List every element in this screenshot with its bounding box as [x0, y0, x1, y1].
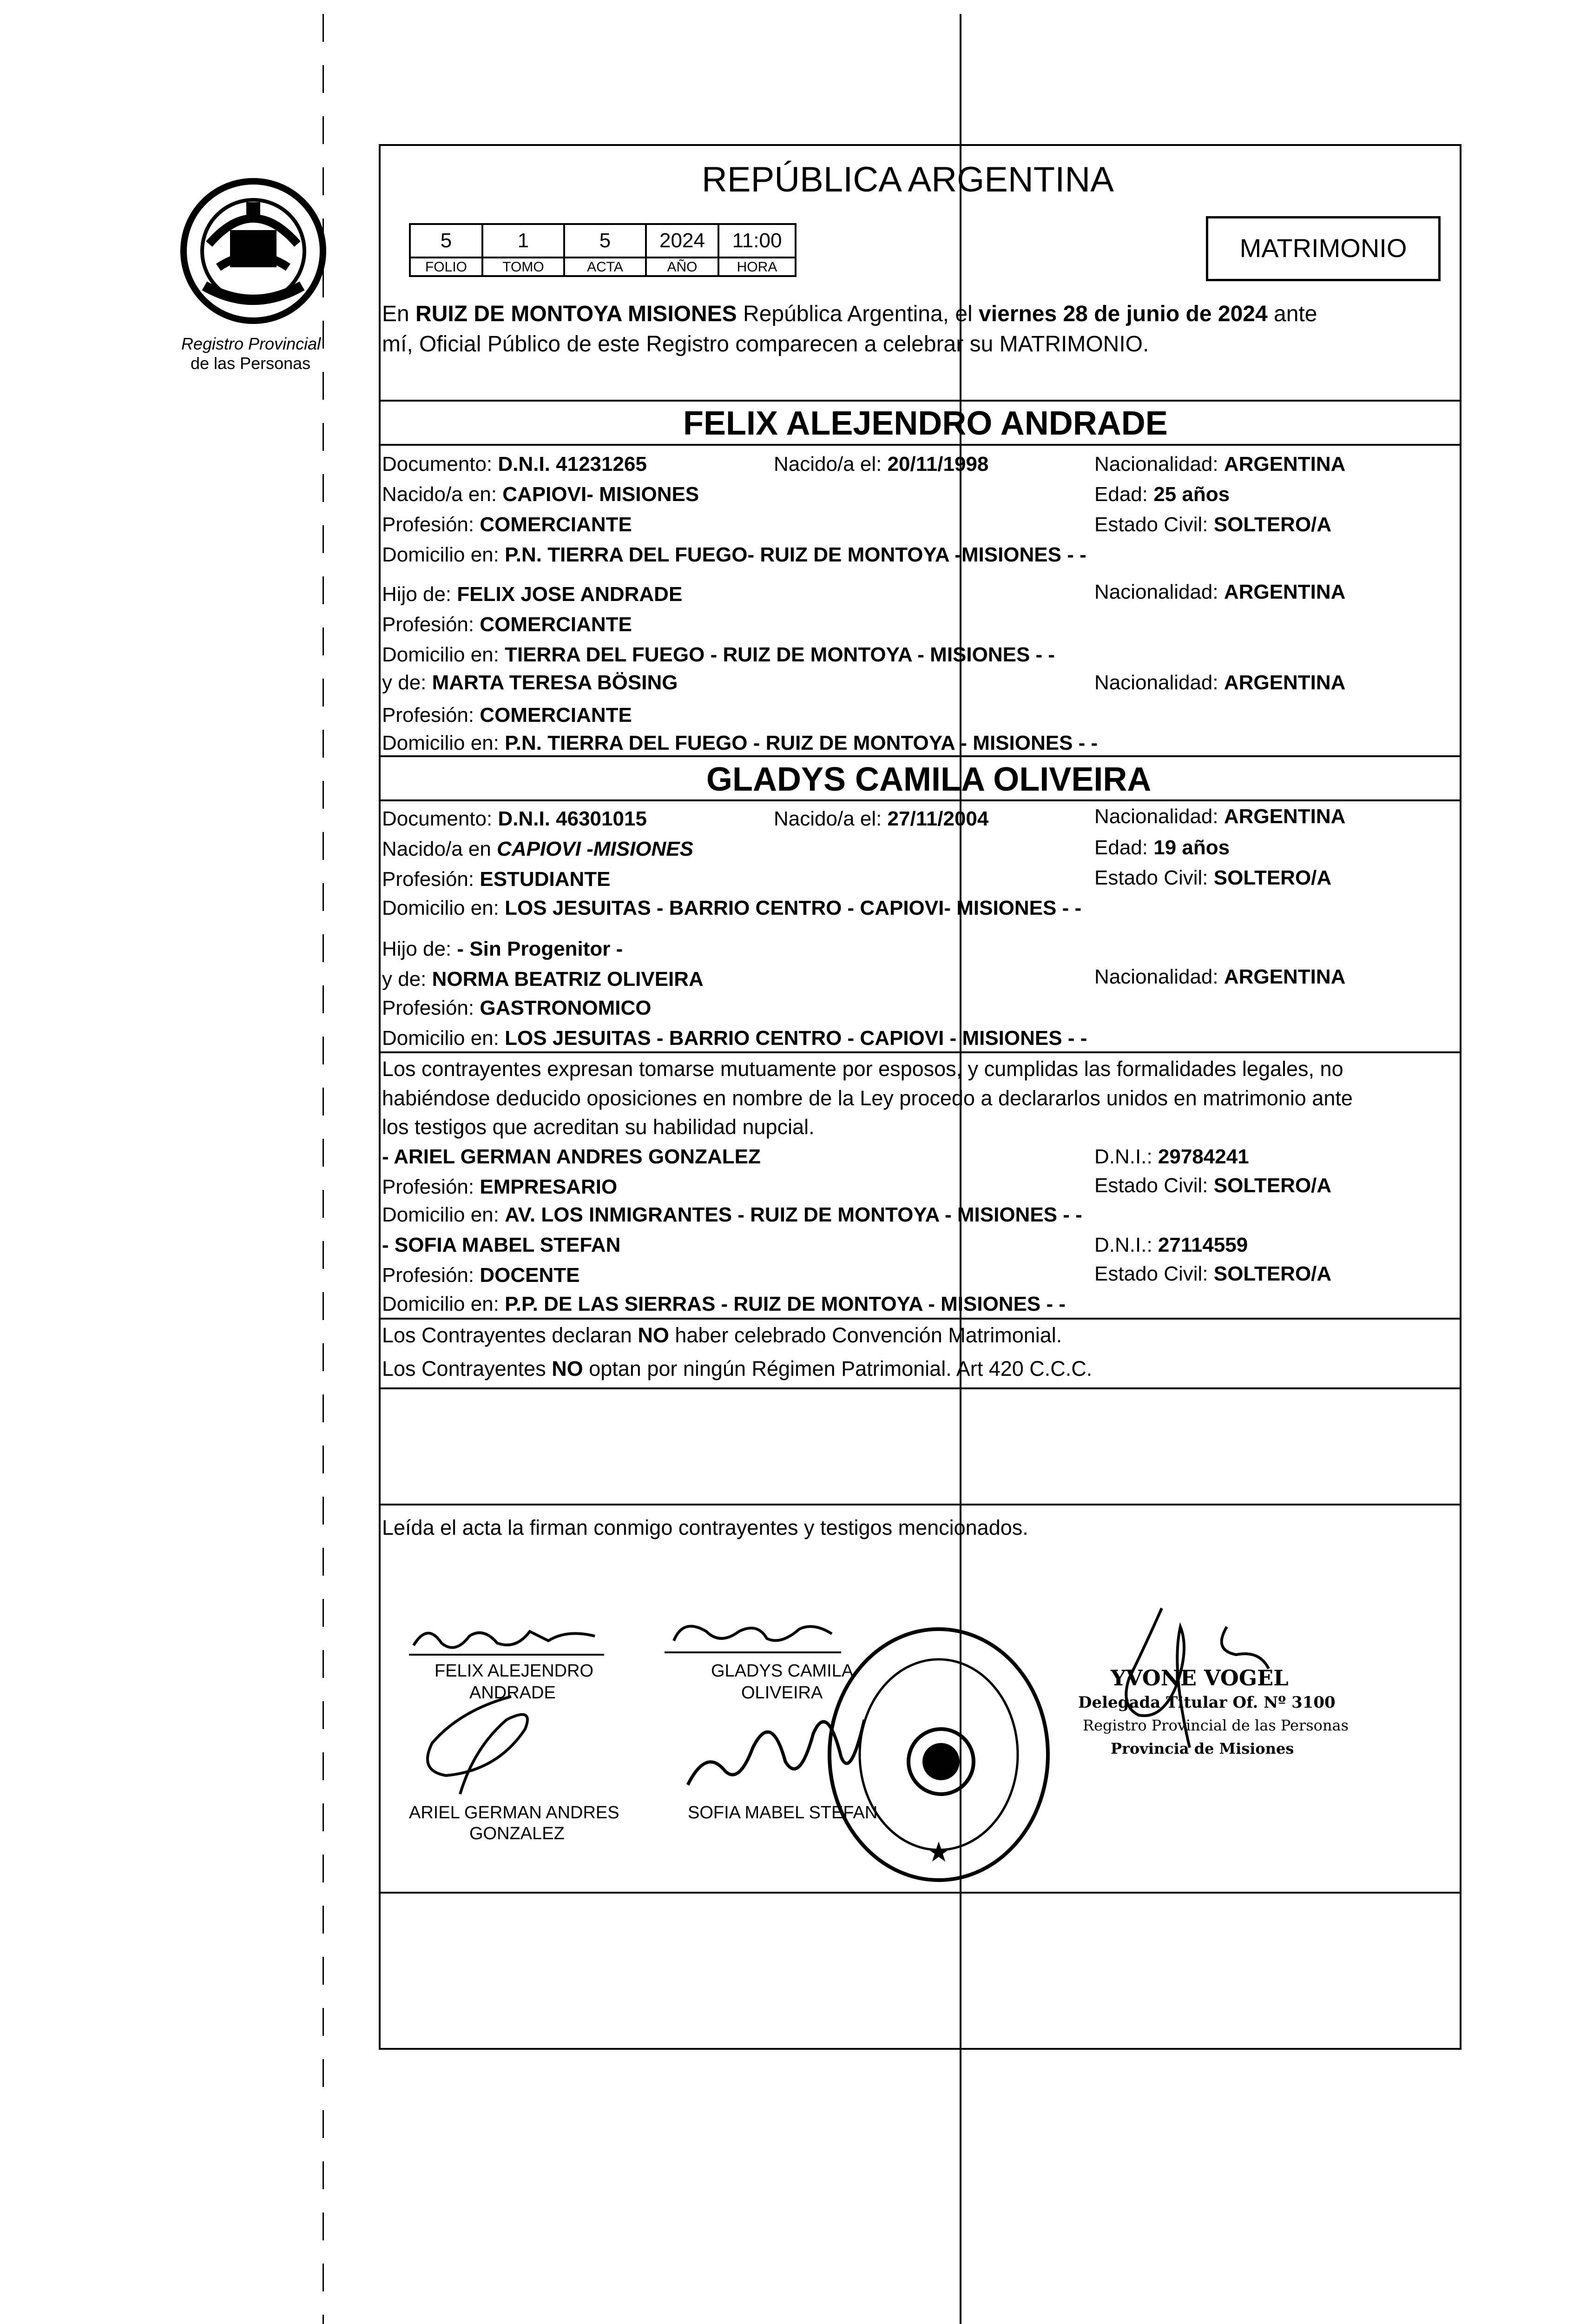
witness-1-address: Domicilio en: AV. LOS INMIGRANTES - RUIZ DE MONTOYA - MISIONES - - — [382, 1203, 1082, 1226]
groom-birthdate: Nacido/a el: 20/11/1998 — [774, 453, 989, 475]
bride-mother-profession: Profesión: GASTRONOMICO — [382, 997, 652, 1019]
bride-civil-status: Estado Civil: SOLTERO/A — [1094, 866, 1332, 889]
witness-2-signature-name: SOFIA MABEL STEFAN — [688, 1803, 878, 1822]
groom-profession: Profesión: COMERCIANTE — [382, 513, 632, 536]
groom-father-address: Domicilio en: TIERRA DEL FUEGO - RUIZ DE MONTOYA - MISIONES - - — [382, 643, 1055, 666]
divider — [379, 400, 1462, 402]
record-folio-value: 5 — [409, 223, 483, 258]
divider — [379, 1892, 1462, 1894]
declaration-line-2: habiéndose deducido oposiciones en nombre de la Ley procedo a declararlos unidos en matrimonio ante — [382, 1086, 1353, 1110]
groom-age: Edad: 25 años — [1094, 483, 1230, 506]
bride-name: GLADYS CAMILA OLIVEIRA — [706, 761, 1152, 798]
intro-line-1: En RUIZ DE MONTOYA MISIONES República Argentina, el viernes 28 de junio de 2024 ante — [382, 302, 1317, 326]
groom-document: Documento: D.N.I. 41231265 — [382, 453, 647, 475]
divider — [379, 444, 1462, 446]
groom-signature — [409, 1618, 604, 1659]
witness-2-civil-status: Estado Civil: SOLTERO/A — [1094, 1262, 1332, 1285]
agreement-line-1: Los Contrayentes declaran NO haber celebrado Convención Matrimonial. — [382, 1323, 1062, 1347]
act-type-label: MATRIMONIO — [1239, 233, 1407, 263]
witness-1-civil-status: Estado Civil: SOLTERO/A — [1094, 1174, 1332, 1197]
witness-1-signature-name-1: ARIEL GERMAN ANDRES — [409, 1803, 619, 1822]
divider — [379, 799, 1462, 801]
official-title: Delegada Titular Of. Nº 3100 — [1078, 1693, 1336, 1712]
official-province: Provincia de Misiones — [1111, 1740, 1294, 1757]
record-acta-value: 5 — [563, 223, 647, 258]
groom-nationality: Nacionalidad: ARGENTINA — [1094, 453, 1346, 475]
bride-birthdate: Nacido/a el: 27/11/2004 — [774, 807, 989, 830]
bride-signature-name-2: OLIVEIRA — [741, 1683, 823, 1703]
groom-mother-profession: Profesión: COMERCIANTE — [382, 704, 632, 726]
divider — [379, 1504, 1462, 1505]
intro-line-2: mí, Oficial Público de este Registro comparecen a celebrar su MATRIMONIO. — [382, 332, 1149, 357]
record-time-label: HORA — [718, 257, 797, 277]
agreement-line-2: Los Contrayentes NO optan por ningún Régimen Patrimonial. Art 420 C.C.C. — [382, 1357, 1093, 1380]
bride-document: Documento: D.N.I. 46301015 — [382, 807, 647, 830]
record-tomo-value: 1 — [481, 223, 565, 258]
bride-profession: Profesión: ESTUDIANTE — [382, 868, 611, 891]
bride-birthplace: Nacido/a en CAPIOVI -MISIONES — [382, 838, 694, 860]
registry-caption-1: Registro Provincial — [181, 334, 321, 353]
margin-guide-left — [323, 14, 324, 2324]
groom-father-profession: Profesión: COMERCIANTE — [382, 613, 632, 636]
witness-1-profession: Profesión: EMPRESARIO — [382, 1175, 618, 1198]
groom-birthplace: Nacido/a en: CAPIOVI- MISIONES — [382, 483, 699, 506]
divider — [379, 1387, 1462, 1389]
groom-civil-status: Estado Civil: SOLTERO/A — [1094, 513, 1332, 536]
country-title: REPÚBLICA ARGENTINA — [702, 160, 1114, 199]
declaration-line-3: los testigos que acreditan su habilidad nupcial. — [382, 1115, 815, 1139]
witness-2-address: Domicilio en: P.P. DE LAS SIERRAS - RUIZ DE MONTOYA - MISIONES - - — [382, 1293, 1066, 1315]
bride-mother-address: Domicilio en: LOS JESUITAS - BARRIO CENTRO - CAPIOVI - MISIONES - - — [382, 1027, 1087, 1050]
record-time-value: 11:00 — [718, 223, 797, 258]
groom-signature-name-2: ANDRADE — [469, 1683, 556, 1703]
divider — [379, 1318, 1462, 1320]
official-name: YVONE VOGEL — [1111, 1665, 1289, 1690]
witness-2-profession: Profesión: DOCENTE — [382, 1264, 580, 1287]
registry-caption-2: de las Personas — [191, 354, 311, 373]
record-year-label: AÑO — [645, 257, 719, 277]
witness-1-dni: D.N.I.: 29784241 — [1094, 1145, 1249, 1168]
record-year-value: 2024 — [645, 223, 719, 258]
witness-2-name: - SOFIA MABEL STEFAN — [382, 1234, 621, 1256]
registry-stamp — [823, 1622, 1055, 1887]
provincial-seal — [177, 174, 330, 328]
witness-1-signature-name-2: GONZALEZ — [469, 1824, 565, 1843]
bride-nationality: Nacionalidad: ARGENTINA — [1094, 805, 1346, 828]
bride-mother: y de: NORMA BEATRIZ OLIVEIRA — [382, 968, 704, 990]
bride-signature — [665, 1613, 841, 1657]
bride-age: Edad: 19 años — [1094, 836, 1230, 859]
groom-signature-name-1: FELIX ALEJENDRO — [434, 1661, 594, 1681]
bride-signature-name-1: GLADYS CAMILA — [711, 1661, 854, 1681]
divider — [379, 1051, 1462, 1053]
groom-mother-address: Domicilio en: P.N. TIERRA DEL FUEGO - RUIZ DE MONTOYA - MISIONES - - — [382, 732, 1098, 754]
bride-father: Hijo de: - Sin Progenitor - — [382, 938, 623, 960]
closing-statement: Leída el acta la firman conmigo contrayentes y testigos mencionados. — [382, 1516, 1028, 1539]
record-tomo-label: TOMO — [481, 257, 565, 277]
official-registry: Registro Provincial de las Personas — [1083, 1717, 1349, 1734]
groom-father: Hijo de: FELIX JOSE ANDRADE — [382, 583, 683, 606]
act-type-box — [1206, 216, 1441, 281]
divider — [379, 755, 1462, 757]
groom-mother-nationality: Nacionalidad: ARGENTINA — [1094, 671, 1346, 694]
bride-address: Domicilio en: LOS JESUITAS - BARRIO CENTRO - CAPIOVI- MISIONES - - — [382, 897, 1082, 919]
declaration-line-1: Los contrayentes expresan tomarse mutuamente por esposos, y cumplidas las formalidades legales, no — [382, 1057, 1343, 1081]
svg-text:★: ★ — [926, 1836, 951, 1868]
record-folio-label: FOLIO — [409, 257, 483, 277]
witness-1-name: - ARIEL GERMAN ANDRES GONZALEZ — [382, 1145, 761, 1168]
groom-name: FELIX ALEJENDRO ANDRADE — [683, 405, 1168, 442]
bride-mother-nationality: Nacionalidad: ARGENTINA — [1094, 965, 1346, 988]
witness-2-dni: D.N.I.: 27114559 — [1094, 1234, 1248, 1256]
witness-1-signature — [404, 1692, 590, 1799]
groom-mother: y de: MARTA TERESA BÖSING — [382, 671, 678, 694]
groom-father-nationality: Nacionalidad: ARGENTINA — [1094, 581, 1346, 603]
groom-address: Domicilio en: P.N. TIERRA DEL FUEGO- RUIZ DE MONTOYA -MISIONES - - — [382, 543, 1086, 566]
record-acta-label: ACTA — [563, 257, 647, 277]
